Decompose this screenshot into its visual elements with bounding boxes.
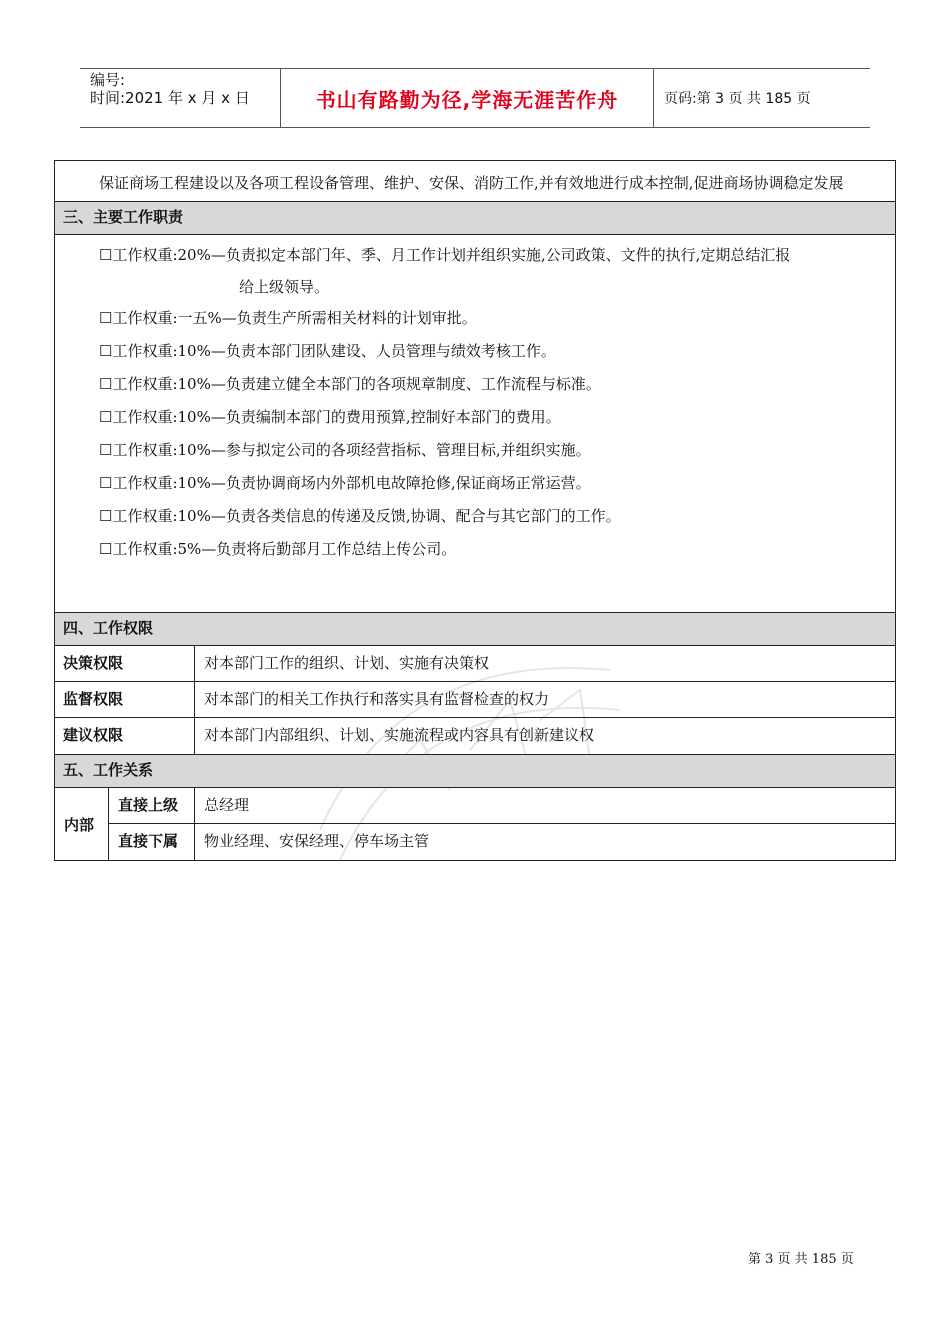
header-number: 编号: (90, 71, 126, 89)
duty-item: ☐工作权重:一五%—负责生产所需相关材料的计划审批。 (99, 309, 477, 327)
header-motto: 书山有路勤为径,学海无涯苦作舟 (281, 69, 654, 127)
authority-value: 对本部门内部组织、计划、实施流程或内容具有创新建议权 (204, 726, 595, 744)
relations-table (55, 788, 895, 860)
relation-value: 总经理 (204, 796, 250, 814)
duty-item: ☐工作权重:10%—负责建立健全本部门的各项规章制度、工作流程与标准。 (99, 375, 601, 393)
purpose-text: 保证商场工程建设以及各项工程设备管理、维护、安保、消防工作,并有效地进行成本控制,促进商场协调稳定发展 (99, 174, 844, 192)
header-page-info: 页码:第 3 页 共 185 页 (664, 91, 811, 107)
authority-row (55, 718, 895, 754)
section-relations-title: 五、工作关系 (55, 754, 895, 788)
page-footer: 第 3 页 共 185 页 (748, 1252, 854, 1267)
section-duties-title: 三、主要工作职责 (55, 201, 895, 235)
relation-value: 物业经理、安保经理、停车场主管 (204, 832, 430, 850)
authority-label: 决策权限 (55, 646, 195, 681)
authority-row (55, 646, 895, 682)
duty-text: ☐工作权重:20%—负责拟定本部门年、季、月工作计划并组织实施,公司政策、文件的执行,定期总结汇报 (99, 246, 791, 264)
section-authority-title: 四、工作权限 (55, 612, 895, 646)
authority-value: 对本部门的相关工作执行和落实具有监督检查的权力 (204, 690, 550, 708)
duty-item (99, 239, 887, 302)
relation-label: 直接下属 (109, 824, 195, 860)
relations-group-label: 内部 (55, 788, 109, 860)
authority-row (55, 682, 895, 718)
relations-rows (109, 788, 895, 860)
duty-item: ☐工作权重:10%—负责本部门团队建设、人员管理与绩效考核工作。 (99, 342, 556, 360)
duties-list (55, 235, 895, 612)
authority-label: 监督权限 (55, 682, 195, 717)
duty-text-continued: 给上级领导。 (239, 278, 330, 296)
duty-item: ☐工作权重:5%—负责将后勤部月工作总结上传公司。 (99, 540, 457, 558)
header-time: 时间:2021 年 x 月 x 日 (90, 89, 250, 107)
relation-label: 直接上级 (109, 788, 195, 823)
duty-item: ☐工作权重:10%—负责协调商场内外部机电故障抢修,保证商场正常运营。 (99, 474, 591, 492)
duty-item: ☐工作权重:10%—参与拟定公司的各项经营指标、管理目标,并组织实施。 (99, 441, 591, 459)
job-description-table (54, 160, 896, 861)
page-header (80, 68, 870, 128)
header-meta (80, 69, 281, 127)
duty-item: ☐工作权重:10%—负责各类信息的传递及反馈,协调、配合与其它部门的工作。 (99, 507, 621, 525)
relation-row (109, 788, 895, 824)
duty-item: ☐工作权重:10%—负责编制本部门的费用预算,控制好本部门的费用。 (99, 408, 561, 426)
relation-row (109, 824, 895, 860)
authority-value: 对本部门工作的组织、计划、实施有决策权 (204, 654, 490, 672)
authority-label: 建议权限 (55, 718, 195, 754)
